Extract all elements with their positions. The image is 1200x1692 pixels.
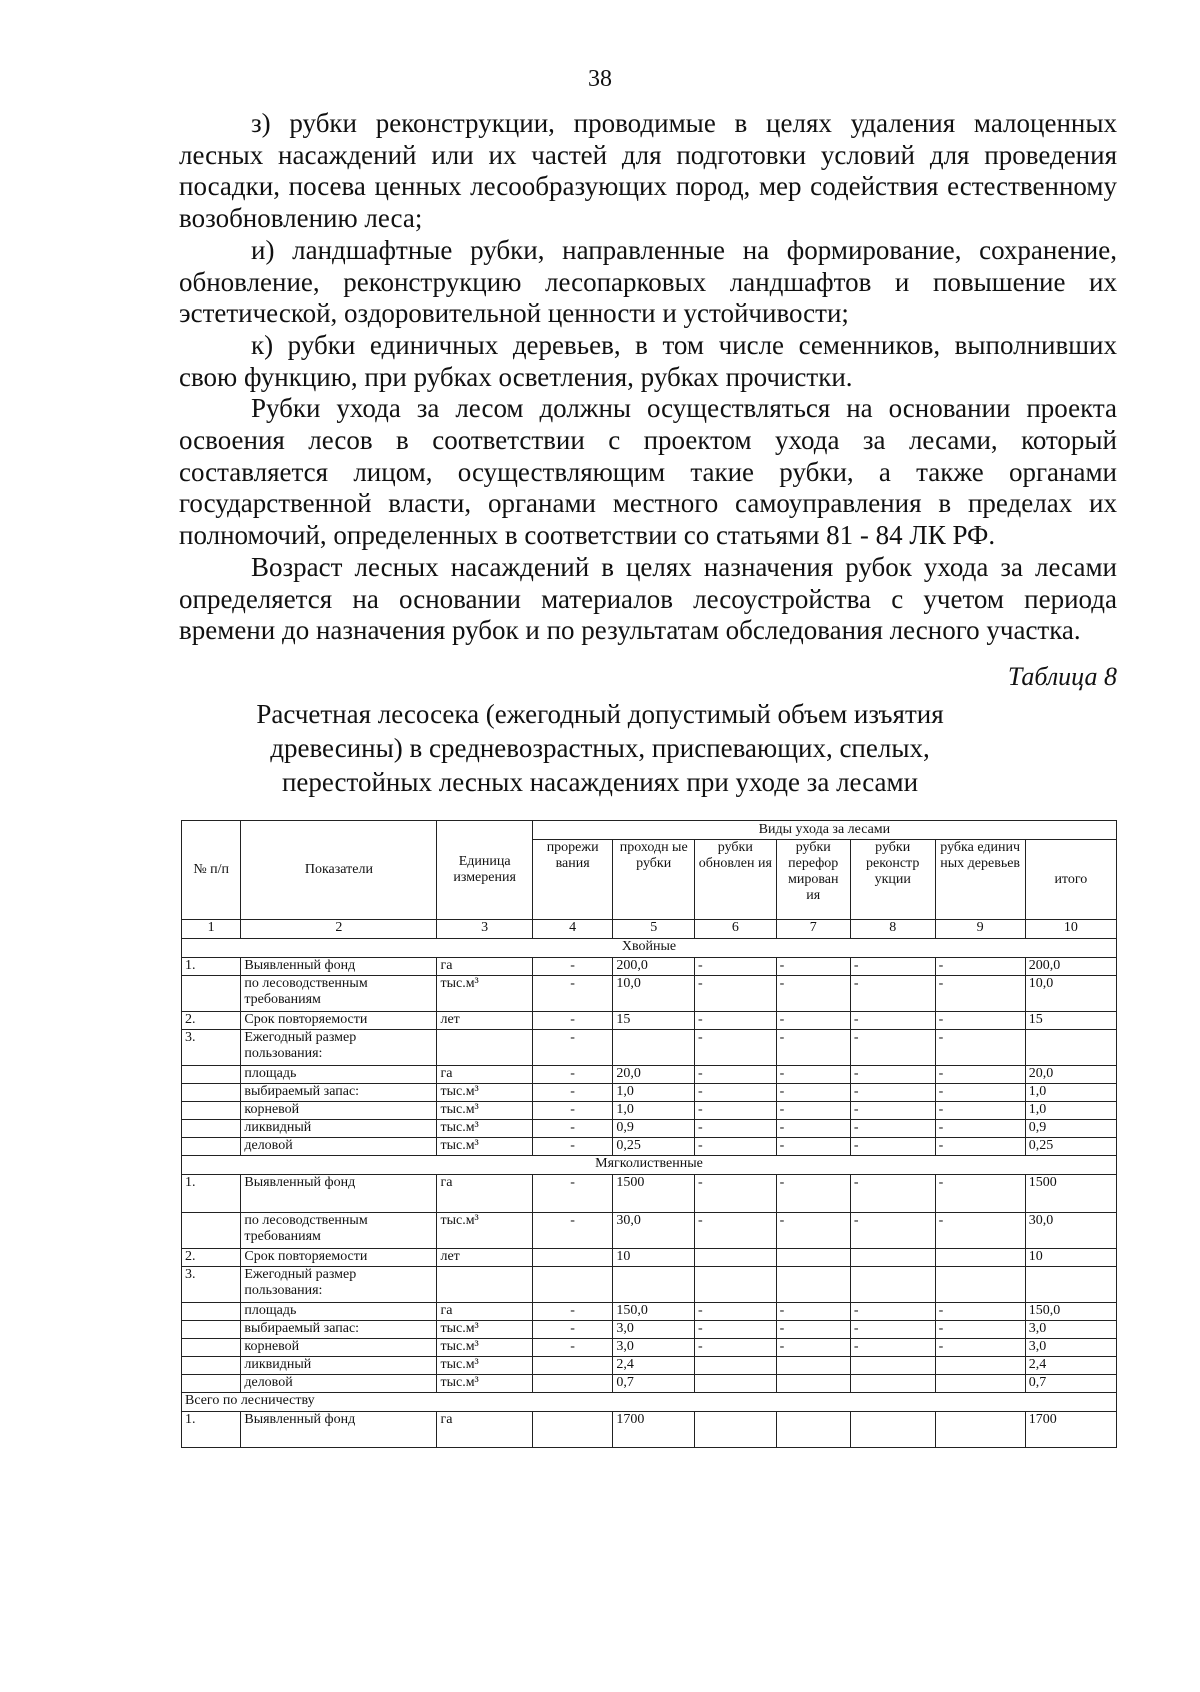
row-value: - (935, 1084, 1025, 1102)
row-total: 0,25 (1025, 1138, 1116, 1156)
row-indicator: ликвидный (241, 1120, 437, 1138)
row-value: - (532, 1066, 613, 1084)
row-total: 0,9 (1025, 1120, 1116, 1138)
row-indicator: площадь (241, 1066, 437, 1084)
row-value: - (776, 1138, 850, 1156)
row-value: 1,0 (613, 1084, 695, 1102)
row-value (613, 1267, 695, 1303)
row-unit: тыс.м³ (437, 1084, 532, 1102)
row-value: 10,0 (613, 976, 695, 1012)
row-indicator: по лесоводственным требованиям (241, 976, 437, 1012)
row-value (850, 1412, 935, 1448)
row-value (695, 1412, 777, 1448)
row-value: - (532, 1084, 613, 1102)
table-row (182, 1175, 1117, 1213)
row-total (1025, 1030, 1116, 1066)
row-value: - (532, 1339, 613, 1357)
row-value: - (776, 1321, 850, 1339)
row-total: 20,0 (1025, 1066, 1116, 1084)
row-indicator: Срок повторяемости (241, 1012, 437, 1030)
row-value: - (776, 958, 850, 976)
row-num (182, 1357, 241, 1375)
row-unit: тыс.м³ (437, 1138, 532, 1156)
section-title: Хвойные (182, 939, 1117, 958)
row-num (182, 976, 241, 1012)
row-value (776, 1375, 850, 1393)
table-row (182, 1030, 1117, 1066)
row-indicator: выбираемый запас: (241, 1084, 437, 1102)
header-types-group: Виды ухода за лесами (532, 821, 1116, 840)
row-unit: га (437, 1066, 532, 1084)
row-total: 1,0 (1025, 1102, 1116, 1120)
row-value: 20,0 (613, 1066, 695, 1084)
row-value (532, 1412, 613, 1448)
header-num: № п/п (182, 821, 241, 920)
row-num: 1. (182, 1412, 241, 1448)
header-type-passage: проходн ые рубки (613, 840, 695, 920)
table-row (182, 1213, 1117, 1249)
row-unit: тыс.м³ (437, 1213, 532, 1249)
row-value: - (695, 1175, 777, 1213)
row-value: - (695, 1084, 777, 1102)
row-unit: тыс.м³ (437, 976, 532, 1012)
row-value (776, 1412, 850, 1448)
row-value: - (850, 1138, 935, 1156)
row-value: - (935, 1339, 1025, 1357)
row-total (1025, 1267, 1116, 1303)
column-number: 2 (241, 920, 437, 939)
table-row (182, 1412, 1117, 1448)
row-value: - (850, 976, 935, 1012)
body-text (179, 108, 1117, 647)
row-value: - (850, 1120, 935, 1138)
row-value: - (776, 1303, 850, 1321)
row-total: 15 (1025, 1012, 1116, 1030)
row-value: 0,25 (613, 1138, 695, 1156)
section-header-row (182, 939, 1117, 958)
row-unit: тыс.м³ (437, 1102, 532, 1120)
table-row (182, 1357, 1117, 1375)
row-unit: га (437, 1412, 532, 1448)
row-unit: га (437, 1175, 532, 1213)
row-value: 1700 (613, 1412, 695, 1448)
row-value: - (935, 1120, 1025, 1138)
row-value (613, 1030, 695, 1066)
row-value: - (776, 1030, 850, 1066)
section-title: Всего по лесничеству (182, 1393, 1117, 1412)
row-value: 1500 (613, 1175, 695, 1213)
row-value (532, 1267, 613, 1303)
table-row (182, 1249, 1117, 1267)
row-unit: га (437, 958, 532, 976)
row-value (935, 1357, 1025, 1375)
column-number: 6 (695, 920, 777, 939)
section-header-row (182, 1156, 1117, 1175)
row-value: - (776, 1102, 850, 1120)
row-num: 3. (182, 1030, 241, 1066)
row-value: 3,0 (613, 1321, 695, 1339)
row-unit: тыс.м³ (437, 1357, 532, 1375)
column-number: 10 (1025, 920, 1116, 939)
row-value: - (850, 1012, 935, 1030)
row-unit: тыс.м³ (437, 1120, 532, 1138)
row-value: - (850, 1084, 935, 1102)
table-row (182, 1321, 1117, 1339)
column-numbers-row (182, 920, 1117, 939)
row-value: - (776, 1066, 850, 1084)
row-unit: тыс.м³ (437, 1321, 532, 1339)
row-value: - (935, 1030, 1025, 1066)
row-value: - (850, 1175, 935, 1213)
row-value: 3,0 (613, 1339, 695, 1357)
row-num (182, 1321, 241, 1339)
row-value: - (532, 1321, 613, 1339)
table-row (182, 1267, 1117, 1303)
row-value: 30,0 (613, 1213, 695, 1249)
row-value: - (850, 958, 935, 976)
row-num (182, 1138, 241, 1156)
row-num: 3. (182, 1267, 241, 1303)
row-unit: лет (437, 1012, 532, 1030)
column-number: 8 (850, 920, 935, 939)
row-num (182, 1303, 241, 1321)
row-value: - (695, 976, 777, 1012)
row-value: - (850, 1066, 935, 1084)
header-unit: Единица измерения (437, 821, 532, 920)
row-total: 2,4 (1025, 1357, 1116, 1375)
header-type-reformation: рубки перефор мирован ия (776, 840, 850, 920)
row-total: 10 (1025, 1249, 1116, 1267)
row-value (532, 1375, 613, 1393)
row-value: - (532, 1213, 613, 1249)
row-indicator: корневой (241, 1102, 437, 1120)
header-type-renewal: рубки обновлен ия (695, 840, 777, 920)
row-value: 150,0 (613, 1303, 695, 1321)
row-num (182, 1213, 241, 1249)
row-indicator: выбираемый запас: (241, 1321, 437, 1339)
row-value (935, 1412, 1025, 1448)
row-value (935, 1375, 1025, 1393)
column-number: 4 (532, 920, 613, 939)
row-value: - (532, 1030, 613, 1066)
row-value: 15 (613, 1012, 695, 1030)
row-value (695, 1249, 777, 1267)
row-value: - (532, 1175, 613, 1213)
data-table-container (181, 820, 1117, 1448)
header-type-thinning: прорежи вания (532, 840, 613, 920)
row-value: - (776, 1084, 850, 1102)
row-value (776, 1249, 850, 1267)
table-row (182, 958, 1117, 976)
row-value (850, 1249, 935, 1267)
row-value: - (695, 1012, 777, 1030)
row-value: - (776, 1213, 850, 1249)
row-unit: тыс.м³ (437, 1339, 532, 1357)
row-value: - (695, 1102, 777, 1120)
row-value: - (935, 1213, 1025, 1249)
row-num: 1. (182, 958, 241, 976)
row-unit (437, 1030, 532, 1066)
row-value: 2,4 (613, 1357, 695, 1375)
row-total: 3,0 (1025, 1339, 1116, 1357)
row-value: - (695, 1213, 777, 1249)
row-value: 0,7 (613, 1375, 695, 1393)
row-value (776, 1267, 850, 1303)
row-num (182, 1102, 241, 1120)
row-value: - (935, 976, 1025, 1012)
row-total: 1,0 (1025, 1084, 1116, 1102)
row-value: 200,0 (613, 958, 695, 976)
row-value (776, 1357, 850, 1375)
row-value: - (935, 1066, 1025, 1084)
row-value: - (695, 1138, 777, 1156)
row-value (695, 1375, 777, 1393)
table-row (182, 1102, 1117, 1120)
row-value: - (695, 1339, 777, 1357)
section-title: Мягколиственные (182, 1156, 1117, 1175)
row-value: - (935, 1102, 1025, 1120)
row-value (935, 1249, 1025, 1267)
header-type-reconstruction: рубки реконстр укции (850, 840, 935, 920)
row-value: - (935, 1175, 1025, 1213)
paragraph-z: з) рубки реконструкции, проводимые в целях удаления малоценных лесных насаждений или их частей для подготовки условий для проведения посадки, посева ценных лесообразующих пород, мер содействия естественному возобновлению леса; (179, 108, 1117, 234)
row-num (182, 1375, 241, 1393)
paragraph-stand-age: Возраст лесных насаждений в целях назначения рубок ухода за лесами определяется на основании материалов лесоустройства с учетом периода времени до назначения рубок и по результатам обследования лесного участка. (179, 551, 1117, 646)
table-row (182, 1375, 1117, 1393)
row-total: 1700 (1025, 1412, 1116, 1448)
table-title: Расчетная лесосека (ежегодный допустимый объем изъятия древесины) в средневозрастных, приспевающих, спелых, перестойных лесных насаждениях при уходе за лесами (256, 699, 944, 797)
row-value: - (532, 958, 613, 976)
table-label: Таблица 8 (1007, 662, 1117, 691)
row-value: - (776, 1012, 850, 1030)
row-unit: тыс.м³ (437, 1375, 532, 1393)
row-num: 2. (182, 1012, 241, 1030)
row-value: - (776, 976, 850, 1012)
row-indicator: деловой (241, 1375, 437, 1393)
cutting-area-table (181, 820, 1117, 1448)
column-number: 5 (613, 920, 695, 939)
row-total: 3,0 (1025, 1321, 1116, 1339)
row-value: - (935, 1138, 1025, 1156)
row-total: 150,0 (1025, 1303, 1116, 1321)
row-value (850, 1357, 935, 1375)
row-value: - (935, 958, 1025, 976)
column-number: 7 (776, 920, 850, 939)
row-value (695, 1267, 777, 1303)
row-value: - (935, 1012, 1025, 1030)
column-number: 1 (182, 920, 241, 939)
row-indicator: ликвидный (241, 1357, 437, 1375)
row-value: - (850, 1339, 935, 1357)
table-row (182, 1012, 1117, 1030)
row-indicator: деловой (241, 1138, 437, 1156)
row-total: 30,0 (1025, 1213, 1116, 1249)
row-value: - (695, 1120, 777, 1138)
row-value: - (695, 1066, 777, 1084)
row-value: 10 (613, 1249, 695, 1267)
row-value: - (850, 1321, 935, 1339)
row-value: - (695, 1030, 777, 1066)
header-total: итого (1025, 840, 1116, 920)
column-number: 3 (437, 920, 532, 939)
row-indicator: Выявленный фонд (241, 1412, 437, 1448)
row-value: - (935, 1321, 1025, 1339)
row-value: - (532, 1120, 613, 1138)
row-value: - (850, 1213, 935, 1249)
row-num (182, 1339, 241, 1357)
row-value: - (776, 1339, 850, 1357)
row-indicator: Ежегодный размер пользования: (241, 1030, 437, 1066)
row-value: - (776, 1175, 850, 1213)
row-unit: лет (437, 1249, 532, 1267)
table-row (182, 1066, 1117, 1084)
row-total: 200,0 (1025, 958, 1116, 976)
table-row (182, 1339, 1117, 1357)
header-type-single-trees: рубка единич ных деревьев (935, 840, 1025, 920)
header-indicators: Показатели (241, 821, 437, 920)
row-indicator: по лесоводственным требованиям (241, 1213, 437, 1249)
row-value: - (935, 1303, 1025, 1321)
row-indicator: Срок повторяемости (241, 1249, 437, 1267)
row-value (695, 1357, 777, 1375)
row-value (850, 1267, 935, 1303)
row-num: 2. (182, 1249, 241, 1267)
table-row (182, 1138, 1117, 1156)
table-row (182, 1120, 1117, 1138)
row-value (850, 1375, 935, 1393)
table-body (182, 939, 1117, 1448)
row-total: 0,7 (1025, 1375, 1116, 1393)
row-value: - (695, 1303, 777, 1321)
row-value: - (695, 1321, 777, 1339)
paragraph-thinning-basis: Рубки ухода за лесом должны осуществляться на основании проекта освоения лесов в соответствии с проектом ухода за лесами, который составляется лицом, осуществляющим такие рубки, а также органами государственной власти, органами местного самоуправления в пределах их полномочий, определенных в соответствии со статьями 81 - 84 ЛК РФ. (179, 393, 1117, 551)
row-value: - (532, 1102, 613, 1120)
row-value: 0,9 (613, 1120, 695, 1138)
row-value: - (532, 1138, 613, 1156)
table-row (182, 1084, 1117, 1102)
row-value: - (532, 976, 613, 1012)
table-row (182, 1303, 1117, 1321)
row-indicator: Ежегодный размер пользования: (241, 1267, 437, 1303)
paragraph-k: к) рубки единичных деревьев, в том числе семенников, выполнивших свою функцию, при рубках осветления, рубках прочистки. (179, 329, 1117, 392)
row-indicator: Выявленный фонд (241, 1175, 437, 1213)
row-total: 10,0 (1025, 976, 1116, 1012)
row-value: - (532, 1303, 613, 1321)
row-num: 1. (182, 1175, 241, 1213)
row-total: 1500 (1025, 1175, 1116, 1213)
row-value: - (850, 1030, 935, 1066)
row-value (532, 1357, 613, 1375)
row-unit (437, 1267, 532, 1303)
row-num (182, 1066, 241, 1084)
row-value: - (850, 1303, 935, 1321)
row-unit: га (437, 1303, 532, 1321)
column-number: 9 (935, 920, 1025, 939)
row-num (182, 1084, 241, 1102)
row-value (935, 1267, 1025, 1303)
row-value: - (695, 958, 777, 976)
row-value: 1,0 (613, 1102, 695, 1120)
section-header-row (182, 1393, 1117, 1412)
row-value: - (776, 1120, 850, 1138)
table-row (182, 976, 1117, 1012)
row-indicator: корневой (241, 1339, 437, 1357)
paragraph-i: и) ландшафтные рубки, направленные на формирование, сохранение, обновление, реконструкцию лесопарковых ландшафтов и повышение их эстетической, оздоровительной ценности и устойчивости; (179, 234, 1117, 329)
row-indicator: площадь (241, 1303, 437, 1321)
row-value: - (532, 1012, 613, 1030)
page-number: 38 (588, 66, 612, 92)
row-indicator: Выявленный фонд (241, 958, 437, 976)
row-num (182, 1120, 241, 1138)
row-value (532, 1249, 613, 1267)
row-value: - (850, 1102, 935, 1120)
